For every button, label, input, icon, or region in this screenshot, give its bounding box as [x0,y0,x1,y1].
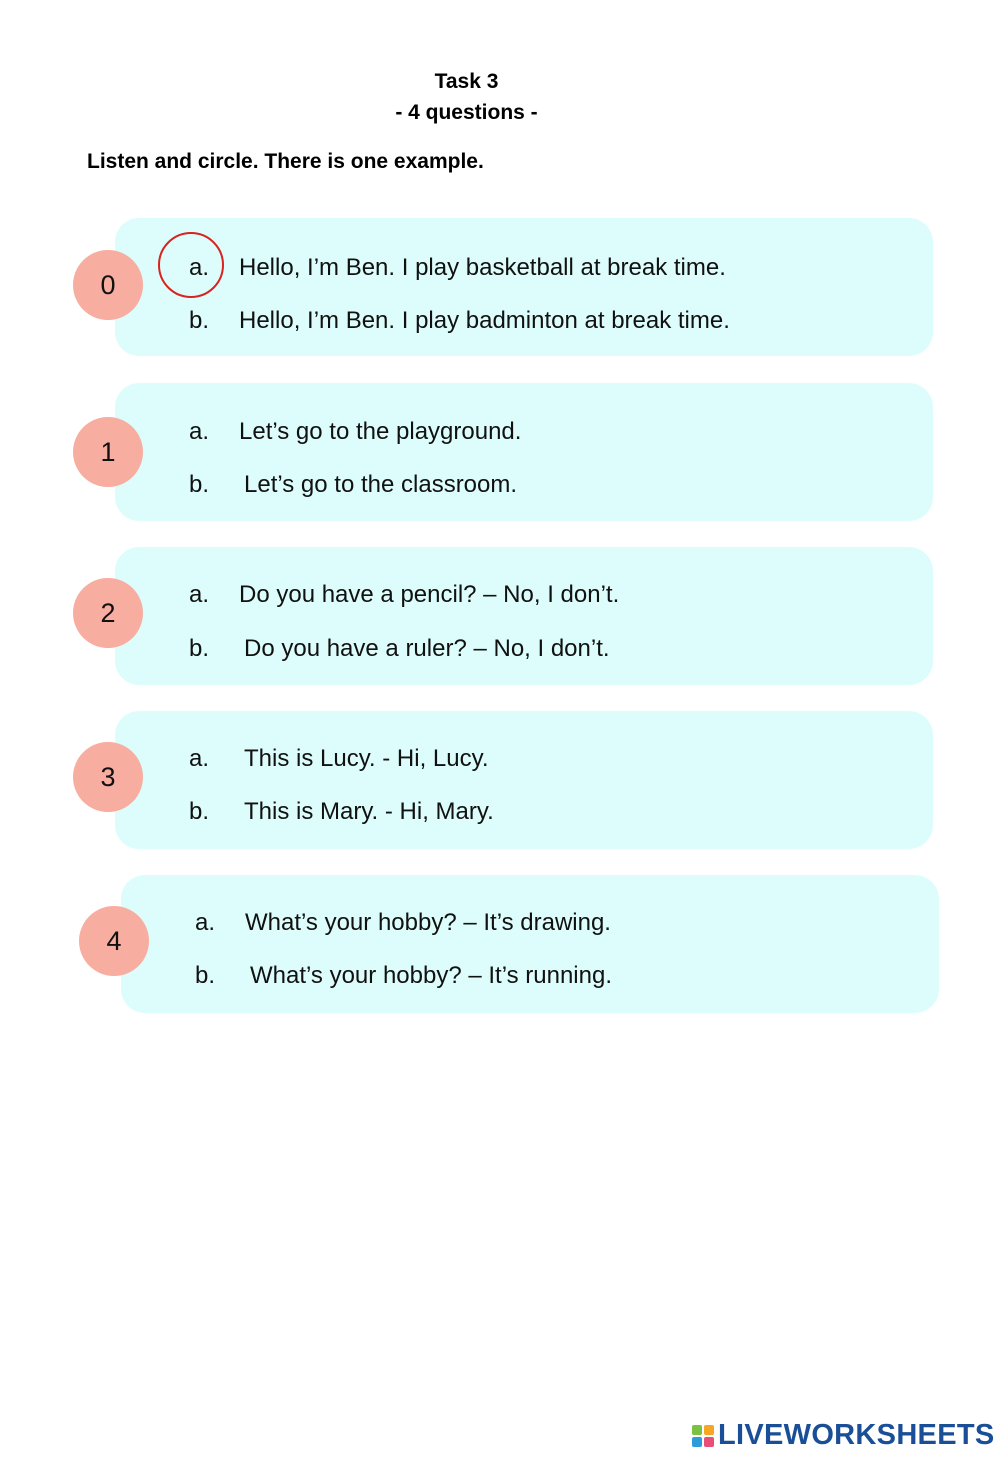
instruction: Listen and circle. There is one example. [87,150,484,173]
option-text: Do you have a ruler? – No, I don’t. [244,635,610,662]
option-text: Let’s go to the playground. [239,418,522,445]
question-card-3 [115,711,933,849]
option-letter: a. [195,909,216,936]
option-a[interactable] [189,581,619,609]
logo-text: LIVEWORKSHEETS [718,1419,995,1451]
option-a[interactable] [195,909,611,937]
option-letter: b. [195,962,216,989]
option-text: Do you have a pencil? – No, I don’t. [239,581,620,608]
option-letter: b. [189,471,210,498]
option-a[interactable] [189,254,726,282]
question-card-4 [121,875,939,1013]
option-letter: a. [189,581,210,608]
option-a[interactable] [189,745,489,773]
option-b[interactable] [189,635,610,663]
task-subtitle: - 4 questions - [395,101,538,124]
option-b[interactable] [189,798,494,826]
option-text: What’s your hobby? – It’s drawing. [245,909,611,936]
question-number-2: 2 [73,578,143,648]
option-text: This is Mary. - Hi, Mary. [244,798,494,825]
option-a[interactable] [189,418,521,446]
question-number-4: 4 [79,906,149,976]
option-text: This is Lucy. - Hi, Lucy. [244,745,489,772]
option-letter: b. [189,635,210,662]
option-letter: a. [189,254,210,281]
question-card-0 [115,218,933,356]
question-number-1: 1 [73,417,143,487]
question-number-3: 3 [73,742,143,812]
logo-mark-icon [692,1425,714,1447]
option-text: Hello, I’m Ben. I play badminton at break time. [239,307,730,334]
option-letter: a. [189,745,210,772]
option-letter: b. [189,307,210,334]
task-title: Task 3 [434,70,499,93]
liveworksheets-logo [692,1419,995,1452]
question-card-1 [115,383,933,521]
option-b[interactable] [189,307,730,335]
option-text: Hello, I’m Ben. I play basketball at break time. [239,254,726,281]
option-b[interactable] [195,962,612,990]
option-text: What’s your hobby? – It’s running. [250,962,612,989]
option-text: Let’s go to the classroom. [244,471,518,498]
question-card-2 [115,547,933,685]
option-b[interactable] [189,471,517,499]
question-number-0: 0 [73,250,143,320]
option-letter: a. [189,418,210,445]
option-letter: b. [189,798,210,825]
